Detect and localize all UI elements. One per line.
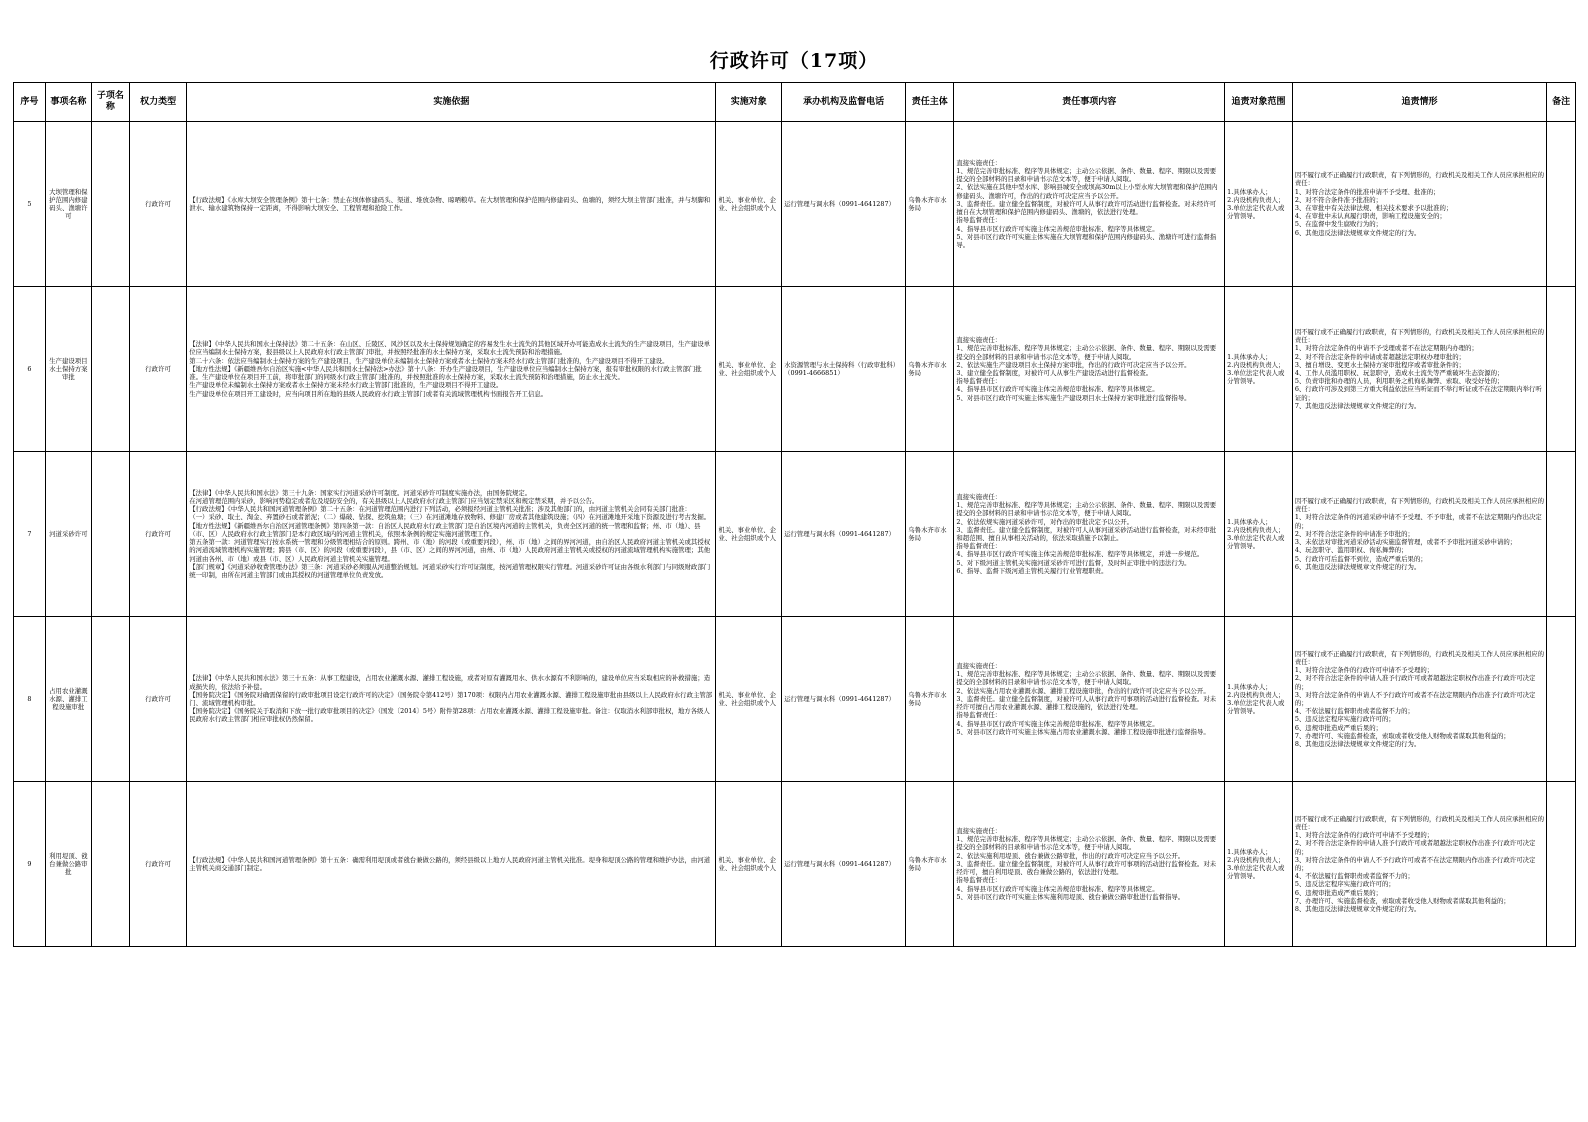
cell-basis: 【行政法规】《水库大坝安全管理条例》第十七条：禁止在坝体修建码头、渠道、堆放杂物、晾晒粮草。在大坝管理和保护范围内修建码头、鱼塘的，须经大坝主管部门批准，并与坝脚和泄水、输水建筑物保持一定距离，不得影响大坝安全、工程管理和抢险工作。 (187, 122, 716, 287)
permission-table (13, 82, 1576, 947)
cell-type: 行政许可 (129, 287, 186, 452)
cell-agency: 运行管理与调水科（0991-4641287） (782, 122, 906, 287)
cell-no: 6 (14, 287, 46, 452)
cell-scope: 1.具体承办人； 2.内设机构负责人； 3.单位法定代表人或分管领导。 (1225, 452, 1293, 617)
header-type: 权力类型 (129, 83, 186, 122)
cell-sub (91, 287, 129, 452)
cell-sub (91, 452, 129, 617)
cell-basis: 【行政法规】《中华人民共和国河道管理条例》第十五条：确需利用堤顶或者戗台兼做公路的，须经县级以上地方人民政府河道主管机关批准。堤身和堤顶公路的管理和维护办法，由河道主管机关商交通部门制定。 (187, 782, 716, 947)
cell-target: 机关、事业单位、企业、社会组织或个人 (716, 287, 782, 452)
cell-no: 8 (14, 617, 46, 782)
header-no: 序号 (14, 83, 46, 122)
cell-cases: 因不履行或不正确履行行政职责，有下列情形的，行政机关及相关工作人员应承担相应的责任： 1、对符合法定条件的行政许可申请不予受理的； 2、对不符合法定条件的申请人准予行政许可或者超越法定职权作出准予行政许可决定的； 3、对符合法定条件的申请人不予行政许可或者不在法定期限内作出准予行政许可决定的； 4、不依法履行监督职责或者监督不力的； 5、违反法定程序实施行政许可的； 6、违规审批造成严重后果的； 7、办理许可、实施监督检查，索取或者收受他人财物或者谋取其他利益的； 8、其他违反法律法规规章文件规定的行为。 (1292, 617, 1546, 782)
cell-duty: 直接实施责任： 1、规范完善审批标准、程序等具体规定；主动公示依据、条件、数量、程序、期限以及需要提交的全部材料的目录和申请书示范文本等，便于申请人阅取。 2、依法依规实施河道采砂许可，对作出的审批决定予以公开。 3、监督责任。建立健全监督制度，对被许可人从事河道采砂活动进行监督检查，对未经审批和超范围、擅自从事相关活动的，依法采取措施予以制止。 指导监督责任： 4、指导县市区行政许可实施主体完善规范审批标准、程序等具体规定，并进一步规范。 5、对下级河道主管机关实施河道采砂许可进行监督，及时纠正审批中的违法行为。 6、指导、监督下级河道主管机关履行行业管理职责。 (954, 452, 1225, 617)
cell-name: 河道采砂许可 (45, 452, 91, 617)
cell-subject: 乌鲁木齐市水务局 (906, 617, 954, 782)
cell-agency: 运行管理与调水科（0991-4641287） (782, 782, 906, 947)
cell-basis: 【法律】《中华人民共和国水法》第三十九条：国家实行河道采砂许可制度。河道采砂许可制度实施办法，由国务院规定。 在河道管理范围内采砂，影响河势稳定或者危及堤防安全的，有关县级以上人民政府水行政主管部门应当划定禁采区和规定禁采期，并予以公告。 【行政法规】《中华人民共和国河道管理条例》第二十五条：在河道管理范围内进行下列活动，必须报经河道主管机关批准；涉及其他部门的，由河道主管机关会同有关部门批准： （一）采砂、取土、淘金、弃置砂石或者淤泥；（二）爆破、钻探、挖筑鱼塘；（三）在河道滩地存放物料、修建厂房或者其他建筑设施；（四）在河道滩地开采地下资源及进行考古发掘。 【地方性法规】《新疆维吾尔自治区河道管理条例》第四条第一款：自治区人民政府水行政主管部门是自治区境内河道的主管机关，负责全区河道的统一管理和监督；州、市（地）、县（市、区）人民政府水行政主管部门是本行政区域内的河道主管机关，依照本条例的规定实施河道管理工作。 第五条第一款：河道管理实行按水系统一管理和分级管理相结合的原则。跨州、市（地）的河段（或重要河段），州、市（地）之间的界河河道，由自治区人民政府河道主管机关或其授权的河道流域管理机构实施管理；跨县（市、区）的河段（或重要河段），县（市、区）之间的界河河道，由州、市（地）人民政府河道主管机关或授权的河道流域管理机构实施管理；其他河道由各州、市（地）或县（市、区）人民政府河道主管机关实施管理。 【部门规章】《河道采砂收费管理办法》第三条：河道采砂必须服从河道整治规划。河道采砂实行许可证制度，按河道管理权限实行管理。河道采砂许可证由各级水利部门与同级财政部门统一印制，由所在河道主管部门或由其授权的河道管理单位负责发放。 (187, 452, 716, 617)
cell-cases: 因不履行或不正确履行行政职责，有下列情形的，行政机关及相关工作人员应承担相应的责任： 1、对符合法定条件的申请不予受理或者不在法定期限内办理的； 2、对不符合法定条件的申请或者超越法定职权办理审批的； 3、擅自增设、变更水土保持方案审批程序或者审批条件的； 4、工作人员滥用职权、玩忽职守，造成水土流失等严重破坏生态资源的； 5、负责审批和办理的人员，利用职务之机徇私舞弊、索取、收受好处的； 6、行政许可涉及到第三方重大利益依法应当听证而不举行听证或不在法定期限内举行听证的； 7、其他违反法律法规规章文件规定的行为。 (1292, 287, 1546, 452)
table-row (14, 452, 1576, 617)
header-sub: 子项名称 (91, 83, 129, 122)
header-remark: 备注 (1547, 83, 1576, 122)
cell-agency: 运行管理与调水科（0991-4641287） (782, 452, 906, 617)
header-name: 事项名称 (45, 83, 91, 122)
table-row (14, 122, 1576, 287)
cell-type: 行政许可 (129, 617, 186, 782)
cell-duty: 直接实施责任： 1、规范完善审批标准、程序等具体规定；主动公示依据、条件、数量、程序、期限以及需要提交的全部材料的目录和申请书示范文本等，便于申请人阅取。 2、依法实施占用农业灌溉水源、灌排工程设施审批，作出的行政许可决定应当予以公开。 3、监督责任。建立健全监督制度，对被许可人从事行政许可事项的活动进行监督检查。对未经许可擅自占用农业灌溉水源、灌排工程设施的，依法进行处理。 指导监督责任： 4、指导县市区行政许可实施主体完善规范审批标准、程序等具体规定。 5、对县市区行政许可实施主体实施占用农业灌溉水源、灌排工程设施审批进行监督指导。 (954, 617, 1225, 782)
cell-remark (1547, 617, 1576, 782)
cell-target: 机关、事业单位、企业、社会组织或个人 (716, 452, 782, 617)
cell-target: 机关、事业单位、企业、社会组织或个人 (716, 617, 782, 782)
cell-subject: 乌鲁木齐市水务局 (906, 452, 954, 617)
cell-scope: 1.具体承办人； 2.内设机构负责人； 3.单位法定代表人或分管领导。 (1225, 287, 1293, 452)
cell-remark (1547, 452, 1576, 617)
cell-sub (91, 782, 129, 947)
cell-scope: 1.具体承办人； 2.内设机构负责人； 3.单位法定代表人或分管领导。 (1225, 122, 1293, 287)
cell-name: 占用农业灌溉水源、灌排工程设施审批 (45, 617, 91, 782)
cell-type: 行政许可 (129, 452, 186, 617)
cell-basis: 【法律】《中华人民共和国水法》第三十五条：从事工程建设，占用农业灌溉水源、灌排工程设施，或者对原有灌溉用水、供水水源有不利影响的，建设单位应当采取相应的补救措施；造成损失的，依法给予补偿。 【国务院决定】《国务院对确需保留的行政审批项目设定行政许可的决定》（国务院令第412号）第170项：权限内占用农业灌溉水源、灌排工程设施审批由县级以上人民政府水行政主管部门、流域管理机构审批。 【国务院决定】《国务院关于取消和下放一批行政审批项目的决定》（国发〔2014〕5号）附件第28项：占用农业灌溉水源、灌排工程设施审批。备注：仅取消水利部审批权，地方各级人民政府水行政主管部门相应审批权仍然保留。 (187, 617, 716, 782)
cell-name: 大坝管理和保护范围内修建码头、渔塘许可 (45, 122, 91, 287)
header-basis: 实施依据 (187, 83, 716, 122)
cell-sub (91, 617, 129, 782)
table-row (14, 617, 1576, 782)
cell-no: 9 (14, 782, 46, 947)
table-row (14, 782, 1576, 947)
cell-remark (1547, 122, 1576, 287)
cell-sub (91, 122, 129, 287)
cell-scope: 1.具体承办人； 2.内设机构负责人； 3.单位法定代表人或分管领导。 (1225, 782, 1293, 947)
cell-subject: 乌鲁木齐市水务局 (906, 782, 954, 947)
cell-subject: 乌鲁木齐市水务局 (906, 122, 954, 287)
header-subject: 责任主体 (906, 83, 954, 122)
cell-name: 利用堤顶、戗台兼做公路审批 (45, 782, 91, 947)
cell-name: 生产建设项目水土保持方案审批 (45, 287, 91, 452)
cell-duty: 直接实施责任： 1、规范完善审批标准、程序等具体规定；主动公示依据、条件、数量、程序、期限以及需要提交的全部材料的目录和申请书示范文本等，便于申请人阅取。 2、依法实施在其他中型水库、影响县城安全或坝高30m以上小型水库大坝管理和保护范围内修建码头、渔塘许可，作出的行政许可决定应当予以公开。 3、监督责任。建立健全监督制度，对被许可人从事行政许可活动进行监督检查。对未经许可擅自在大坝管理和保护范围内修建码头、渔塘的，依法进行处理。 指导监督责任： 4、指导县市区行政许可实施主体完善规范审批标准、程序等具体规定。 5、对县市区行政许可实施主体实施在大坝管理和保护范围内修建码头、渔塘许可进行监督指导。 (954, 122, 1225, 287)
page-title: 行政许可（17项） (709, 50, 879, 72)
cell-no: 7 (14, 452, 46, 617)
table-row (14, 287, 1576, 452)
cell-type: 行政许可 (129, 782, 186, 947)
header-scope: 追责对象范围 (1225, 83, 1293, 122)
cell-subject: 乌鲁木齐市水务局 (906, 287, 954, 452)
cell-agency: 运行管理与调水科（0991-4641287） (782, 617, 906, 782)
cell-target: 机关、事业单位、企业、社会组织或个人 (716, 782, 782, 947)
cell-agency: 水资源管理与水土保持科（行政审批科）（0991-4666851） (782, 287, 906, 452)
cell-target: 机关、事业单位、企业、社会组织或个人 (716, 122, 782, 287)
cell-cases: 因不履行或不正确履行行政职责，有下列情形的，行政机关及相关工作人员应承担相应的责任： 1、对符合法定条件的行政许可申请不予受理的； 2、对不符合法定条件的申请人准予行政许可或者超越法定职权作出准予行政许可决定的； 3、对符合法定条件的申请人不予行政许可或者不在法定期限内作出准予行政许可决定的； 4、不依法履行监督职责或者监督不力的； 5、违反法定程序实施行政许可的； 6、违规审批造成严重后果的； 7、办理许可、实施监督检查，索取或者收受他人财物或者谋取其他利益的； 8、其他违反法律法规规章文件规定的行为。 (1292, 782, 1546, 947)
cell-scope: 1.具体承办人； 2.内设机构负责人； 3.单位法定代表人或分管领导。 (1225, 617, 1293, 782)
header-duty: 责任事项内容 (954, 83, 1225, 122)
cell-cases: 因不履行或不正确履行行政职责，有下列情形的，行政机关及相关工作人员应承担相应的责任： 1、对符合法定条件的河道采砂申请不予受理、不予审批，或者不在法定期限内作出决定的； 2、对不符合法定条件的申请准予审批的； 3、未依法对审批河道采砂活动实施监督管理，或者不予审批河道采砂申请的； 4、玩忽职守、滥用职权、徇私舞弊的； 5、行政许可后监督不到位，造成严重后果的； 6、其他违反法律法规规章文件规定的行为。 (1292, 452, 1546, 617)
cell-duty: 直接实施责任： 1、规范完善审批标准、程序等具体规定；主动公示依据、条件、数量、程序、期限以及需要提交的全部材料的目录和申请书示范文本等，便于申请人阅取。 2、依法实施利用堤顶、戗台兼做公路审批，作出的行政许可决定应当予以公开。 3、监督责任。建立健全监督制度，对被许可人从事行政许可事项的活动进行监督检查。对未经许可，擅自利用堤顶、戗台兼做公路的，依法进行处理。 指导监督责任： 4、指导县市区行政许可实施主体完善规范审批标准、程序等具体规定。 5、对县市区行政许可实施主体实施利用堤顶、戗台兼做公路审批进行监督指导。 (954, 782, 1225, 947)
cell-basis: 【法律】《中华人民共和国水土保持法》第二十五条：在山区、丘陵区、风沙区以及水土保持规划确定的容易发生水土流失的其他区域开办可能造成水土流失的生产建设项目，生产建设单位应当编制水土保持方案，报县级以上人民政府水行政主管部门审批，并按照经批准的水土保持方案，采取水土流失预防和治理措施。 第二十六条：依法应当编制水土保持方案的生产建设项目，生产建设单位未编制水土保持方案或者水土保持方案未经水行政主管部门批准的，生产建设项目不得开工建设。 【地方性法规】《新疆维吾尔自治区实施<中华人民共和国水土保持法>办法》第十八条：开办生产建设项目，生产建设单位应当编制水土保持方案，报有审批权限的水行政主管部门批准。生产建设单位在项目开工前，将审批部门的同级水行政主管部门批准的，并按照批准的水土保持方案，采取水土流失预防和治理措施，防止水土流失。 生产建设单位未编制水土保持方案或者水土保持方案未经水行政主管部门批准的，生产建设项目不得开工建设。 生产建设单位在项目开工建设时，应当向项目所在地的县级人民政府水行政主管部门或者有关流域管理机构书面报告开工信息。 (187, 287, 716, 452)
cell-type: 行政许可 (129, 122, 186, 287)
header-row (14, 83, 1576, 122)
cell-no: 5 (14, 122, 46, 287)
cell-remark (1547, 782, 1576, 947)
header-target: 实施对象 (716, 83, 782, 122)
header-cases: 追责情形 (1292, 83, 1546, 122)
cell-duty: 直接实施责任： 1、规范完善审批标准、程序等具体规定；主动公示依据、条件、数量、程序、期限以及需要提交的全部材料的目录和申请书示范文本等，便于申请人阅取。 2、依法实施生产建设项目水土保持方案审批，作出的行政许可决定应当予以公开。 3、建立健全监督制度，对被许可人从事生产建设活动进行监督检查。 指导监督责任： 4、指导县市区行政许可实施主体完善规范审批标准、程序等具体规定。 5、对县市区行政许可实施主体实施生产建设项目水土保持方案审批进行监督指导。 (954, 287, 1225, 452)
cell-remark (1547, 287, 1576, 452)
cell-cases: 因不履行或不正确履行行政职责，有下列情形的，行政机关及相关工作人员应承担相应的责任： 1、对符合法定条件的批准申请不予受理、批准的； 2、对不符合条件准予批准的； 3、在审批中有关法律法规、相关技术要求予以批准的； 4、在审批中未认真履行职责，影响工程设施安全的； 5、在监督中发生腐败行为的； 6、其他违反法律法规规章文件规定的行为。 (1292, 122, 1546, 287)
header-agency: 承办机构及监督电话 (782, 83, 906, 122)
